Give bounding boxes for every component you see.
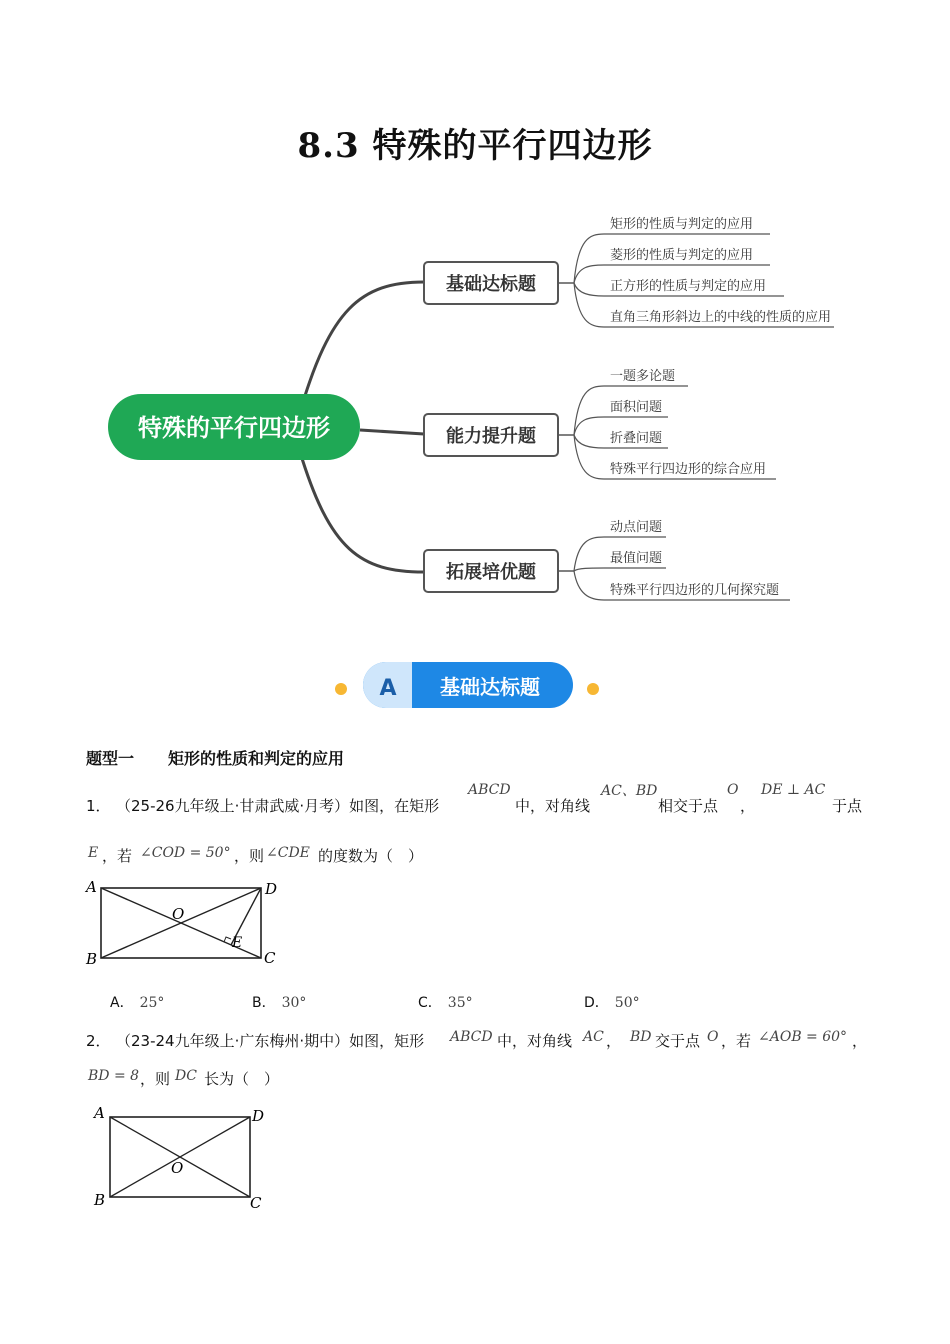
q2-math-abcd: ABCD: [450, 1029, 493, 1045]
q2-text: 交于点: [655, 1032, 701, 1050]
q2-source: （23-24九年级上·广东梅州·期中）如图，矩形: [116, 1032, 425, 1050]
connector-branch-3: [300, 452, 424, 572]
mindmap-leaf: 面积问题: [610, 400, 663, 415]
q1-text: 相交于点: [658, 797, 719, 815]
q1-text: 的度数为（ ）: [318, 847, 424, 865]
q2-label-d: D: [252, 1107, 265, 1125]
mindmap-leaf: 最值问题: [610, 551, 663, 566]
q1-num: 1．: [86, 797, 111, 815]
banner-dot-right: [587, 683, 599, 695]
q2-math-bd: BD: [630, 1029, 652, 1045]
q2-text: ，则: [140, 1070, 171, 1088]
connector-branch-2: [360, 430, 424, 434]
connector-branch-1: [300, 282, 424, 412]
q1-label-a: A: [86, 878, 97, 896]
mindmap-branch-2-label: 能力提升题: [446, 426, 536, 447]
q2-text: ，: [606, 1032, 622, 1050]
q2-label-a: A: [94, 1104, 105, 1122]
mindmap-leaf: 矩形的性质与判定的应用: [610, 217, 754, 232]
q1-math-cde: ∠CDE: [266, 845, 310, 861]
mindmap-leaf: 特殊平行四边形的综合应用: [610, 462, 767, 477]
section-label: 矩形的性质和判定的应用: [168, 749, 345, 768]
mindmap-leaf: 正方形的性质与判定的应用: [610, 279, 767, 294]
q1-text: ，: [740, 797, 756, 815]
q1-option-a[interactable]: A． 25°: [110, 995, 165, 1011]
q1-option-c[interactable]: C． 35°: [418, 995, 473, 1011]
section-banner: [240, 656, 700, 718]
banner-label: 基础达标题: [440, 675, 540, 699]
q1-source: （25-26九年级上·甘肃武威·月考）如图，在矩形: [116, 797, 440, 815]
mindmap-leaf: 特殊平行四边形的几何探究题: [610, 583, 780, 598]
q2-text: 长为（ ）: [204, 1070, 280, 1088]
q2-math-dc: DC: [175, 1068, 197, 1084]
q1-option-b[interactable]: B． 30°: [252, 995, 307, 1011]
q1-math-o: O: [727, 782, 739, 798]
q2-math-ac: AC: [583, 1029, 604, 1045]
banner-letter: A: [379, 676, 397, 701]
q2-label-b: B: [94, 1191, 106, 1209]
section-prefix: 题型一: [86, 749, 135, 768]
q2-math-angle: ∠AOB = 60°: [758, 1029, 848, 1045]
q2-text: ，若: [721, 1032, 752, 1050]
mindmap-branch-1-label: 基础达标题: [446, 274, 536, 295]
q1-math-de-perp-ac: DE ⊥ AC: [761, 782, 826, 798]
q1-label-b: B: [86, 950, 98, 968]
q2-text: ，: [852, 1032, 868, 1050]
q1-label-d: D: [265, 880, 278, 898]
q1-text: ，若: [102, 847, 133, 865]
q2-text: 中，对角线: [497, 1032, 573, 1050]
q1-label-o: O: [172, 905, 185, 923]
mindmap-leaf: 折叠问题: [610, 431, 663, 446]
q1-text: ，则: [234, 847, 265, 865]
q1-math-e: E: [88, 845, 99, 861]
q2-math-bd8: BD = 8: [88, 1068, 140, 1084]
mindmap-leaf: 菱形的性质与判定的应用: [610, 248, 754, 263]
mindmap-leaf: 直角三角形斜边上的中线的性质的应用: [610, 310, 832, 325]
q1-text: 于点: [832, 797, 863, 815]
page-title: 8.3 特殊的平行四边形: [297, 126, 653, 166]
q1-math-acbd: AC、BD: [601, 783, 658, 799]
mindmap-root-label: 特殊的平行四边形: [138, 414, 330, 442]
q1-math-angle: ∠COD = 50°: [140, 845, 231, 861]
section-heading: [86, 746, 344, 769]
mind-map: [0, 190, 950, 620]
q1-label-e: E: [232, 935, 243, 951]
q1-figure: [80, 872, 290, 972]
q1-option-d[interactable]: D． 50°: [584, 995, 640, 1011]
q2-num: 2．: [86, 1032, 111, 1050]
q2-label-o: O: [171, 1159, 184, 1177]
q2-figure: [86, 1098, 276, 1218]
q1-text: 中，对角线: [515, 797, 591, 815]
q1-label-c: C: [264, 949, 276, 967]
mindmap-leaf: 动点问题: [610, 520, 663, 535]
q2-label-c: C: [250, 1194, 262, 1212]
q2-math-o: O: [707, 1029, 719, 1045]
mindmap-branch-3-label: 拓展培优题: [446, 562, 536, 583]
mindmap-leaf: 一题多论题: [610, 369, 676, 384]
q1-math-abcd: ABCD: [468, 782, 511, 798]
banner-dot-left: [335, 683, 347, 695]
